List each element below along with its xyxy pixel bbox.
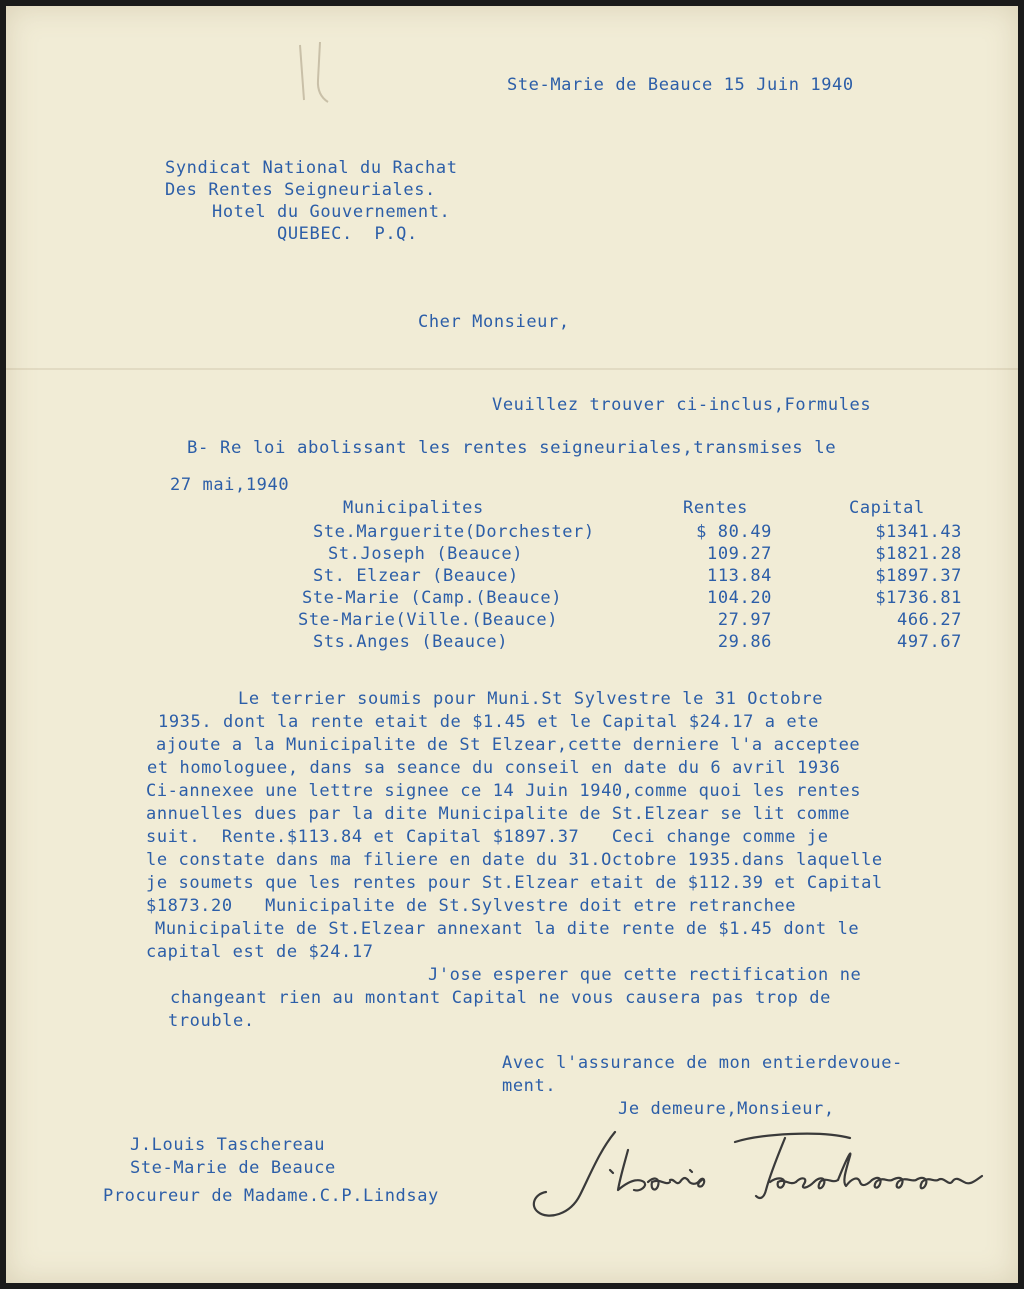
intro-line-3: 27 mai,1940 [170,475,290,495]
salutation: Cher Monsieur, [418,312,570,332]
closing-line-1: Avec l'assurance de mon entierdevoue- [502,1053,903,1073]
row-capital: $1736.81 [875,588,962,608]
date-line: Ste-Marie de Beauce 15 Juin 1940 [507,75,854,95]
row-municipality: Ste-Marie(Ville.(Beauce) [298,610,559,630]
row-rentes: 27.97 [717,610,772,630]
header-capital: Capital [849,498,925,518]
sender-name: J.Louis Taschereau [130,1135,326,1155]
body-line: annuelles dues par la dite Municipalite de St.Elzear se lit comme [146,804,851,824]
sender-title: Procureur de Madame.C.P.Lindsay [103,1186,439,1206]
body-line: le constate dans ma filiere en date du 31.Octobre 1935.dans laquelle [146,850,883,870]
row-rentes: 113.84 [706,566,772,586]
paper-fold-line [6,368,1018,370]
addressee-line-3: Hotel du Gouvernement. [212,202,451,222]
body-line: Municipalite de St.Elzear annexant la dite rente de $1.45 dont le [155,919,860,939]
body-line: trouble. [168,1011,255,1031]
body-line: ajoute a la Municipalite de St Elzear,cette derniere l'a acceptee [156,735,861,755]
row-municipality: Ste-Marie (Camp.(Beauce) [302,588,563,608]
body-line: 1935. dont la rente etait de $1.45 et le Capital $24.17 a ete [158,712,819,732]
row-municipality: St.Joseph (Beauce) [328,544,524,564]
row-rentes: 104.20 [706,588,772,608]
body-line: Ci-annexee une lettre signee ce 14 Juin 1940,comme quoi les rentes [146,781,862,801]
body-line: capital est de $24.17 [146,942,374,962]
addressee-line-2: Des Rentes Seigneuriales. [165,180,436,200]
row-capital: $1897.37 [875,566,962,586]
row-rentes: $ 80.49 [696,522,772,542]
body-line: J'ose esperer que cette rectification ne [428,965,862,985]
header-municipalites: Municipalites [343,498,484,518]
addressee-line-4: QUEBEC. P.Q. [277,224,418,244]
body-line: changeant rien au montant Capital ne vous causera pas trop de [170,988,831,1008]
body-line: $1873.20 Municipalite de St.Sylvestre doit etre retranchee [146,896,797,916]
row-capital: $1341.43 [875,522,962,542]
closing-line-3: Je demeure,Monsieur, [618,1099,835,1119]
body-line: et homologuee, dans sa seance du conseil en date du 6 avril 1936 [147,758,841,778]
body-line: je soumets que les rentes pour St.Elzear etait de $112.39 et Capital [146,873,883,893]
intro-line-2: B- Re loi abolissant les rentes seigneuriales,transmises le [187,438,837,458]
row-capital: $1821.28 [875,544,962,564]
body-line: suit. Rente.$113.84 et Capital $1897.37 Ceci change comme je [146,827,829,847]
row-municipality: St. Elzear (Beauce) [313,566,519,586]
closing-line-2: ment. [502,1076,557,1096]
row-capital: 497.67 [896,632,962,652]
header-rentes: Rentes [683,498,749,518]
row-rentes: 109.27 [706,544,772,564]
row-municipality: Ste.Marguerite(Dorchester) [313,522,595,542]
faint-pencil-mark [290,40,340,110]
addressee-line-1: Syndicat National du Rachat [165,158,458,178]
row-capital: 466.27 [896,610,962,630]
row-rentes: 29.86 [717,632,772,652]
sender-location: Ste-Marie de Beauce [130,1158,336,1178]
intro-line-1: Veuillez trouver ci-inclus,Formules [492,395,872,415]
body-line: Le terrier soumis pour Muni.St Sylvestre le 31 Octobre [238,689,824,709]
row-municipality: Sts.Anges (Beauce) [313,632,509,652]
handwritten-signature [520,1120,1000,1230]
